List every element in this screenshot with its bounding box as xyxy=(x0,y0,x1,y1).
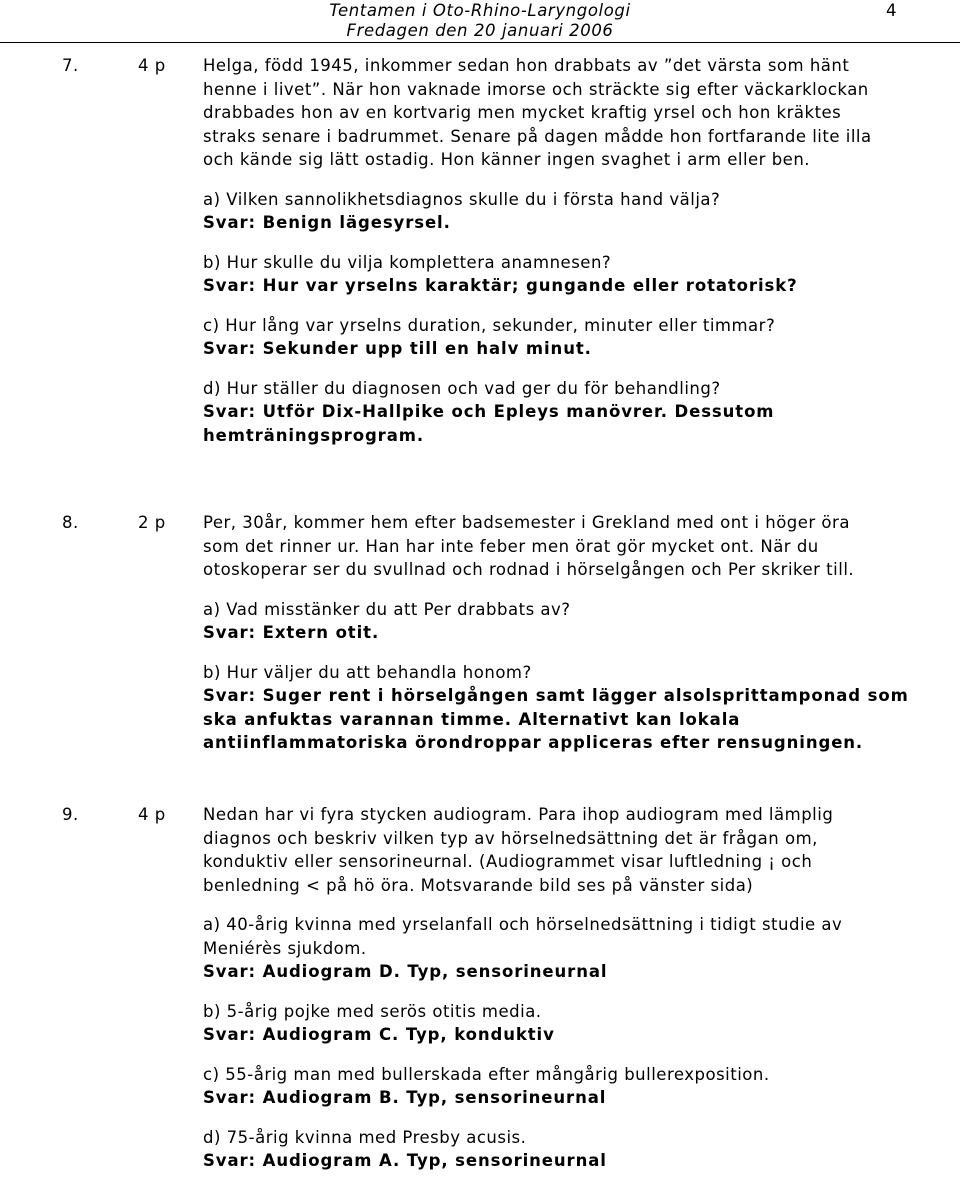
case-line: och kände sig lätt ostadig. Hon känner ingen svaghet i arm eller ben. xyxy=(203,150,811,169)
question-points: 4 p xyxy=(138,56,166,75)
question-body xyxy=(203,511,923,755)
case-line: som det rinner ur. Han har inte feber men örat gör mycket ont. När du xyxy=(203,536,819,556)
header-rule xyxy=(0,42,960,43)
sub-question: Meniérès sjukdom. xyxy=(203,938,367,958)
sub-question: a) Vilken sannolikhetsdiagnos skulle du i första hand välja? xyxy=(203,189,721,209)
answer: Svar: Extern otit. xyxy=(203,623,380,642)
sub-question: d) 75-årig kvinna med Presby acusis. xyxy=(203,1127,527,1147)
answer: Svar: Audiogram B. Typ, sensorineurnal xyxy=(203,1088,607,1107)
answer: Svar: Audiogram C. Typ, konduktiv xyxy=(203,1025,555,1044)
page-header xyxy=(0,0,960,42)
answer: Svar: Hur var yrselns karaktär; gungande eller rotatorisk? xyxy=(203,276,798,295)
answer: Svar: Suger rent i hörselgången samt lägger alsolsprittamponad som xyxy=(203,686,909,705)
sub-question: d) Hur ställer du diagnosen och vad ger du för behandling? xyxy=(203,378,721,398)
case-line: drabbades hon av en kortvarig men mycket kraftig yrsel och hon kräktes xyxy=(203,103,842,122)
answer: Svar: Benign lägesyrsel. xyxy=(203,213,451,232)
sub-question: a) Vad misstänker du att Per drabbats av? xyxy=(203,599,571,619)
answer: Svar: Audiogram A. Typ, sensorineurnal xyxy=(203,1151,607,1170)
case-line: otoskoperar ser du svullnad och rodnad i hörselgången och Per skriker till. xyxy=(203,560,855,579)
case-line: henne i livet”. När hon vaknade imorse och sträckte sig efter väckarklockan xyxy=(203,79,869,99)
sub-question: a) 40-årig kvinna med yrselanfall och hörselnedsättning i tidigt studie av xyxy=(203,915,843,934)
answer: Svar: Sekunder upp till en halv minut. xyxy=(203,339,592,358)
sub-question: c) 55-årig man med bullerskada efter mångårig bullerexposition. xyxy=(203,1064,770,1084)
question-number: 8. xyxy=(62,513,79,532)
exam-title: Tentamen i Oto-Rhino-Laryngologi xyxy=(329,1,631,20)
question-body xyxy=(203,803,923,1173)
answer: Svar: Audiogram D. Typ, sensorineurnal xyxy=(203,962,608,981)
case-line: straks senare i badrummet. Senare på dagen mådde hon fortfarande lite illa xyxy=(203,126,872,146)
case-line: Nedan har vi fyra stycken audiogram. Para ihop audiogram med lämplig xyxy=(203,805,834,824)
question-points: 4 p xyxy=(138,805,166,824)
case-line: Helga, född 1945, inkommer sedan hon drabbats av ”det värsta som hänt xyxy=(203,56,850,75)
answer: antiinflammatoriska örondroppar appliceras efter rensugningen. xyxy=(203,733,864,752)
question-number: 9. xyxy=(62,805,79,824)
sub-question: b) Hur skulle du vilja komplettera anamnesen? xyxy=(203,252,612,272)
sub-question: b) 5-årig pojke med serös otitis media. xyxy=(203,1001,542,1021)
sub-question: b) Hur väljer du att behandla honom? xyxy=(203,662,532,682)
question-points: 2 p xyxy=(138,513,166,532)
case-line: diagnos och beskriv vilken typ av hörselnedsättning det är frågan om, xyxy=(203,828,818,848)
page-number: 4 xyxy=(886,1,898,20)
sub-question: c) Hur lång var yrselns duration, sekunder, minuter eller timmar? xyxy=(203,315,776,335)
case-line: konduktiv eller sensorineurnal. (Audiogrammet visar luftledning ¡ och xyxy=(203,852,813,871)
question-number: 7. xyxy=(62,56,79,75)
answer: hemträningsprogram. xyxy=(203,425,424,445)
case-line: benledning < på hö öra. Motsvarande bild ses på vänster sida) xyxy=(203,875,754,895)
exam-date: Fredagen den 20 januari 2006 xyxy=(346,21,614,40)
answer: ska anfuktas varannan timme. Alternativt kan lokala xyxy=(203,709,741,729)
case-line: Per, 30år, kommer hem efter badsemester i Grekland med ont i höger öra xyxy=(203,513,850,532)
question-body xyxy=(203,54,923,447)
answer: Svar: Utför Dix-Hallpike och Epleys manövrer. Dessutom xyxy=(203,402,775,421)
